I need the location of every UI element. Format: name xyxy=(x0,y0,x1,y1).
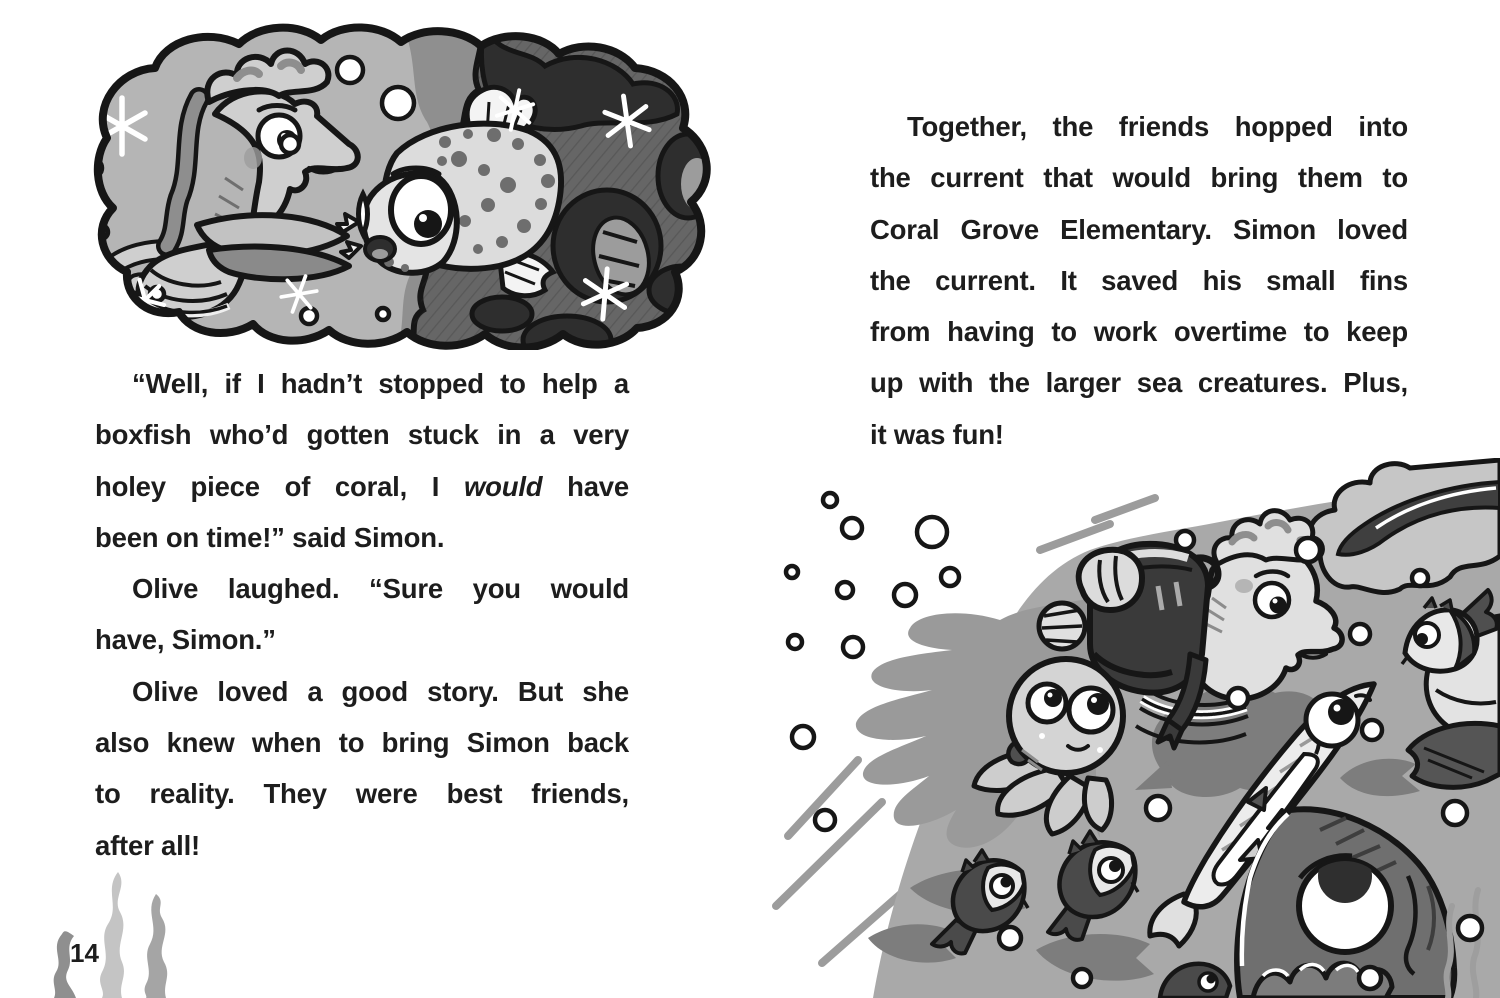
text-line: Olive laughed. “Sure you would xyxy=(132,573,629,605)
text-line: been on time!” said Simon. xyxy=(95,521,445,553)
current-streaks-white xyxy=(940,471,1318,520)
illustration-coral-scene xyxy=(47,18,712,350)
text-line: Coral Grove Elementary. Simon loved xyxy=(870,213,1408,245)
text-line: holey piece of coral, I would have xyxy=(95,470,629,502)
text-line: Together, the friends hopped into xyxy=(907,111,1408,142)
text-line: “Well, if I hadn’t stopped to help a xyxy=(132,368,629,399)
text-line: from having to work overtime to keep xyxy=(870,316,1408,348)
seaweed-frond xyxy=(54,931,76,998)
text-line: it was fun! xyxy=(870,418,1004,450)
page-number: 14 xyxy=(70,938,99,968)
right-page-text xyxy=(870,101,1408,460)
text-line: have, Simon.” xyxy=(95,624,276,656)
left-page-text xyxy=(95,358,629,871)
text-line: boxfish who’d gotten stuck in a very xyxy=(95,419,629,451)
illustration-current-scene xyxy=(760,458,1500,998)
paragraph xyxy=(870,101,1408,460)
paragraph xyxy=(95,666,629,871)
text-line: up with the larger sea creatures. Plus, xyxy=(870,367,1408,399)
coral-hole xyxy=(472,297,532,331)
paragraph xyxy=(95,358,629,563)
text-line: to reality. They were best friends, xyxy=(95,778,629,810)
text-line: the current that would bring them to xyxy=(870,162,1408,194)
seaweed-frond xyxy=(145,894,168,998)
text-line: Olive loved a good story. But she xyxy=(132,675,629,707)
seaweed-decoration xyxy=(14,872,209,998)
text-line: after all! xyxy=(95,829,200,861)
text-line: the current. It saved his small fins xyxy=(870,264,1408,296)
paragraph xyxy=(95,563,629,666)
seaweed-frond xyxy=(100,872,124,998)
text-line: also knew when to bring Simon back xyxy=(95,727,629,759)
